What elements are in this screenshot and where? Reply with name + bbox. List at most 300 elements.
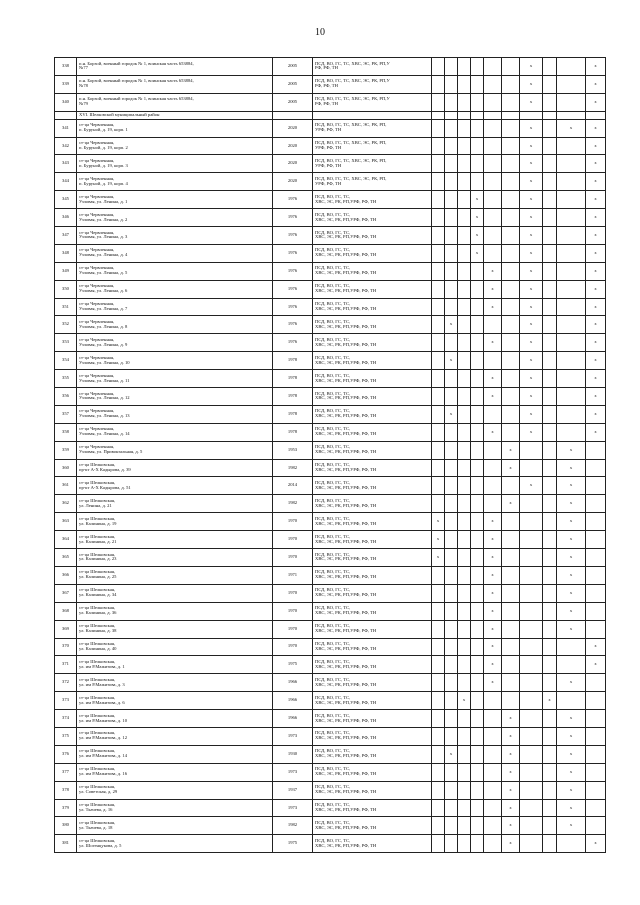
- address-cell: [77, 477, 273, 495]
- row-number: 370: [55, 638, 77, 656]
- empty-cell: [458, 620, 471, 638]
- address-line: ст-ца Шелковская,: [79, 730, 116, 736]
- table-row: [55, 352, 606, 370]
- address-cell: [77, 262, 273, 280]
- table-row: [55, 745, 606, 763]
- row-number: 341: [55, 119, 77, 137]
- address-line: п. Буруной, д. 19, корп. 2: [79, 145, 128, 150]
- works-cell: [313, 352, 432, 370]
- empty-cell: [445, 566, 458, 584]
- check-mark: x: [471, 244, 484, 262]
- check-mark: x: [557, 745, 586, 763]
- year-cell: 1953: [273, 441, 313, 459]
- check-mark: x: [557, 441, 586, 459]
- empty-cell: [502, 674, 520, 692]
- address-line: ст-ца Червленная,: [79, 426, 115, 432]
- works-line: УРФ, РФ, ТН: [315, 162, 342, 168]
- empty-cell: [557, 405, 586, 423]
- empty-cell: [520, 441, 543, 459]
- row-number: 378: [55, 781, 77, 799]
- empty-cell: [502, 477, 520, 495]
- empty-cell: [445, 549, 458, 567]
- empty-cell: [557, 173, 586, 191]
- empty-cell: [502, 656, 520, 674]
- check-mark: x: [557, 727, 586, 745]
- works-line: ПСД, ВО, ГС, ТС,: [315, 372, 351, 378]
- empty-cell: [458, 763, 471, 781]
- works-line: УРФ, РФ, ТН: [315, 180, 342, 186]
- address-line: ст-ца Червленная,: [79, 265, 115, 271]
- empty-cell: [471, 620, 484, 638]
- table-row: [55, 298, 606, 316]
- check-mark: x: [520, 280, 543, 298]
- row-number: 367: [55, 584, 77, 602]
- year-cell: 1982: [273, 459, 313, 477]
- empty-cell: [520, 727, 543, 745]
- empty-cell: [543, 799, 557, 817]
- empty-cell: [484, 119, 502, 137]
- works-line: ПСД, ВО, ГС, ТС,: [315, 533, 351, 539]
- check-mark: x: [520, 405, 543, 423]
- table-row: [55, 441, 606, 459]
- address-cell: [77, 835, 273, 853]
- check-mark: x: [557, 566, 586, 584]
- address-line: ст-ца Шелковская,: [79, 551, 116, 557]
- address-cell: [77, 173, 273, 191]
- table-row: [55, 727, 606, 745]
- empty-cell: [484, 75, 502, 93]
- works-line: ПСД, ВО, ГС, ТС, ХВС, ЭС, РК, РП,: [315, 157, 387, 163]
- check-mark: x: [557, 513, 586, 531]
- address-cell: [77, 745, 273, 763]
- empty-cell: [502, 93, 520, 111]
- empty-cell: [458, 549, 471, 567]
- works-cell: [313, 173, 432, 191]
- check-mark: x: [586, 93, 606, 111]
- address-line: Узловая, ул. Ленина, д. 1: [79, 198, 128, 204]
- empty-cell: [432, 93, 445, 111]
- empty-cell: [445, 191, 458, 209]
- address-line: Узловая, ул. Ленина, д. 4: [79, 252, 128, 258]
- empty-cell: [458, 495, 471, 513]
- empty-cell: [458, 262, 471, 280]
- empty-cell: [543, 93, 557, 111]
- year-cell: 1973: [273, 799, 313, 817]
- works-line: ХВС, ЭС, РК, РП,УРФ, РФ, ТН: [315, 431, 377, 437]
- check-mark: x: [502, 441, 520, 459]
- works-cell: [313, 137, 432, 155]
- works-cell: [313, 477, 432, 495]
- empty-cell: [432, 817, 445, 835]
- empty-cell: [543, 191, 557, 209]
- address-cell: [77, 191, 273, 209]
- check-mark: x: [502, 781, 520, 799]
- row-number: 361: [55, 477, 77, 495]
- works-line: ХВС, ЭС, РК, РП,УРФ, РФ, ТН: [315, 520, 377, 526]
- empty-cell: [445, 710, 458, 728]
- table-row: [55, 58, 606, 76]
- empty-cell: [520, 835, 543, 853]
- empty-cell: [543, 119, 557, 137]
- check-mark: x: [557, 119, 586, 137]
- check-mark: x: [586, 209, 606, 227]
- empty-cell: [432, 441, 445, 459]
- check-mark: x: [520, 477, 543, 495]
- empty-cell: [557, 191, 586, 209]
- row-number: 342: [55, 137, 77, 155]
- row-number: 365: [55, 549, 77, 567]
- empty-cell: [543, 566, 557, 584]
- works-cell: [313, 799, 432, 817]
- empty-cell: [586, 817, 606, 835]
- empty-cell: [557, 244, 586, 262]
- works-line: ХВС, ЭС, РК, РП,УРФ, РФ, ТН: [315, 753, 377, 759]
- works-line: ХВС, ЭС, РК, РП,УРФ, РФ, ТН: [315, 538, 377, 544]
- check-mark: x: [557, 674, 586, 692]
- address-cell: [77, 656, 273, 674]
- row-number: 349: [55, 262, 77, 280]
- table-row: [55, 191, 606, 209]
- empty-cell: [432, 280, 445, 298]
- check-mark: x: [484, 584, 502, 602]
- empty-cell: [543, 352, 557, 370]
- empty-cell: [445, 656, 458, 674]
- table-row: [55, 423, 606, 441]
- housing-table: [54, 57, 606, 853]
- empty-cell: [458, 656, 471, 674]
- address-line: ул. Ленина, д. 21: [79, 502, 112, 508]
- empty-cell: [458, 352, 471, 370]
- empty-cell: [557, 137, 586, 155]
- check-mark: x: [445, 745, 458, 763]
- year-cell: 1970: [273, 638, 313, 656]
- address-line: Узловая, ул. Ленина, д. 6: [79, 288, 128, 294]
- row-number: 354: [55, 352, 77, 370]
- address-cell: [77, 405, 273, 423]
- works-line: ХВС, ЭС, РК, РП,УРФ, РФ, ТН: [315, 681, 377, 687]
- empty-cell: [445, 638, 458, 656]
- empty-cell: [445, 334, 458, 352]
- empty-cell: [557, 316, 586, 334]
- address-line: ул. Калинина, д. 23: [79, 556, 117, 562]
- works-line: РФ, РФ, ТН: [315, 83, 338, 89]
- empty-cell: [458, 674, 471, 692]
- year-cell: 1976: [273, 262, 313, 280]
- empty-cell: [432, 638, 445, 656]
- check-mark: x: [586, 423, 606, 441]
- empty-cell: [458, 405, 471, 423]
- works-line: ПСД, ВО, ГС, ТС,: [315, 247, 351, 253]
- empty-cell: [471, 817, 484, 835]
- empty-cell: [502, 620, 520, 638]
- works-line: ХВС, ЭС, РК, РП,УРФ, РФ, ТН: [315, 413, 377, 419]
- check-mark: x: [557, 584, 586, 602]
- address-line: ст-ца Шелковская,: [79, 802, 116, 808]
- row-number: 363: [55, 513, 77, 531]
- table-row: [55, 656, 606, 674]
- year-cell: 1970: [273, 513, 313, 531]
- address-line: ст-ца Червленная,: [79, 122, 115, 128]
- empty-cell: [520, 710, 543, 728]
- empty-cell: [520, 495, 543, 513]
- year-cell: 2005: [273, 93, 313, 111]
- works-cell: [313, 513, 432, 531]
- check-mark: x: [484, 334, 502, 352]
- empty-cell: [432, 799, 445, 817]
- empty-cell: [471, 745, 484, 763]
- year-cell: 1966: [273, 674, 313, 692]
- address-cell: [77, 441, 273, 459]
- row-number: 344: [55, 173, 77, 191]
- empty-cell: [484, 817, 502, 835]
- year-cell: 1976: [273, 280, 313, 298]
- empty-cell: [543, 513, 557, 531]
- check-mark: x: [520, 93, 543, 111]
- works-line: ХВС, ЭС, РК, РП,УРФ, РФ, ТН: [315, 556, 377, 562]
- check-mark: x: [484, 674, 502, 692]
- table-row: [55, 674, 606, 692]
- address-cell: [77, 280, 273, 298]
- works-line: ПСД, ВО, ГС, ТС,: [315, 766, 351, 772]
- check-mark: x: [557, 763, 586, 781]
- address-cell: [77, 298, 273, 316]
- address-line: ст-ца Червленная,: [79, 157, 115, 163]
- empty-cell: [445, 441, 458, 459]
- address-cell: [77, 155, 273, 173]
- empty-cell: [458, 745, 471, 763]
- address-line: ст-ца Червленная,: [79, 354, 115, 360]
- empty-cell: [484, 495, 502, 513]
- row-number: 375: [55, 727, 77, 745]
- check-mark: x: [586, 227, 606, 245]
- works-line: ПСД, ВО, ГС, ТС,: [315, 336, 351, 342]
- address-cell: [77, 620, 273, 638]
- empty-cell: [445, 119, 458, 137]
- table-row: [55, 638, 606, 656]
- empty-cell: [502, 298, 520, 316]
- works-line: ПСД, ВО, ГС, ТС,: [315, 497, 351, 503]
- check-mark: x: [432, 549, 445, 567]
- empty-cell: [543, 227, 557, 245]
- empty-cell: [520, 745, 543, 763]
- empty-cell: [502, 692, 520, 710]
- year-cell: 1966: [273, 692, 313, 710]
- works-cell: [313, 75, 432, 93]
- empty-cell: [543, 298, 557, 316]
- address-line: ст-ца Червленная,: [79, 247, 115, 253]
- address-line: п. Буруной, д. 19, корп. 3: [79, 162, 128, 168]
- empty-cell: [445, 674, 458, 692]
- address-line: ст-ца Червленная,: [79, 211, 115, 217]
- address-cell: [77, 370, 273, 388]
- check-mark: x: [502, 799, 520, 817]
- empty-cell: [432, 173, 445, 191]
- row-number: 373: [55, 692, 77, 710]
- check-mark: x: [484, 423, 502, 441]
- empty-cell: [432, 477, 445, 495]
- check-mark: x: [520, 119, 543, 137]
- check-mark: x: [484, 370, 502, 388]
- address-line: ст-ца Шелковская,: [79, 480, 116, 486]
- empty-cell: [543, 58, 557, 76]
- empty-cell: [586, 513, 606, 531]
- year-cell: 1978: [273, 388, 313, 406]
- address-line: ст-ца Шелковская,: [79, 766, 116, 772]
- address-line: ст-ца Червленная,: [79, 193, 115, 199]
- works-line: ПСД, ВО, ГС, ТС,: [315, 193, 351, 199]
- works-line: ПСД, ВО, ГС, ТС,: [315, 605, 351, 611]
- works-line: ПСД, ВО, ГС, ТС,: [315, 515, 351, 521]
- empty-cell: [586, 781, 606, 799]
- empty-cell: [502, 549, 520, 567]
- empty-cell: [445, 620, 458, 638]
- works-line: ХВС, ЭС, РК, РП,УРФ, РФ, ТН: [315, 484, 377, 490]
- address-cell: [77, 674, 273, 692]
- empty-cell: [557, 298, 586, 316]
- empty-cell: [458, 566, 471, 584]
- address-line: ст-ца Червленная,: [79, 336, 115, 342]
- address-line: ст-ца Шелковская,: [79, 569, 116, 575]
- empty-cell: [432, 692, 445, 710]
- empty-cell: [520, 656, 543, 674]
- works-cell: [313, 209, 432, 227]
- year-cell: 1970: [273, 620, 313, 638]
- check-mark: x: [557, 495, 586, 513]
- empty-cell: [502, 137, 520, 155]
- address-cell: [77, 334, 273, 352]
- check-mark: x: [484, 549, 502, 567]
- table-row: [55, 227, 606, 245]
- check-mark: x: [586, 388, 606, 406]
- table-row: [55, 173, 606, 191]
- empty-cell: [543, 584, 557, 602]
- empty-cell: [520, 620, 543, 638]
- empty-cell: [445, 513, 458, 531]
- empty-cell: [543, 155, 557, 173]
- empty-cell: [543, 531, 557, 549]
- empty-cell: [502, 423, 520, 441]
- empty-cell: [458, 781, 471, 799]
- empty-cell: [557, 111, 586, 119]
- check-mark: x: [586, 58, 606, 76]
- address-cell: [77, 584, 273, 602]
- empty-cell: [471, 781, 484, 799]
- empty-cell: [458, 173, 471, 191]
- empty-cell: [458, 58, 471, 76]
- empty-cell: [445, 727, 458, 745]
- empty-cell: [458, 191, 471, 209]
- empty-cell: [458, 209, 471, 227]
- empty-cell: [458, 477, 471, 495]
- table-row: [55, 566, 606, 584]
- address-line: ст-ца Шелковская,: [79, 605, 116, 611]
- works-line: ХВС, ЭС, РК, РП,УРФ, РФ, ТН: [315, 717, 377, 723]
- empty-cell: [471, 495, 484, 513]
- empty-cell: [458, 155, 471, 173]
- address-cell: [77, 137, 273, 155]
- check-mark: x: [557, 477, 586, 495]
- address-line: ст-ца Шелковская,: [79, 641, 116, 647]
- address-cell: [77, 566, 273, 584]
- address-line: ст-ца Червленная,: [79, 140, 115, 146]
- works-line: ПСД, ВО, ГС, ТС, ХВС, ЭС, РК, РП,: [315, 122, 387, 128]
- table-row: [55, 209, 606, 227]
- works-line: ХВС, ЭС, РК, РП,УРФ, РФ, ТН: [315, 502, 377, 508]
- empty-cell: [445, 477, 458, 495]
- table-row: [55, 781, 606, 799]
- works-line: ПСД, ВО, ГС, ТС,: [315, 748, 351, 754]
- empty-cell: [484, 405, 502, 423]
- empty-cell: [557, 93, 586, 111]
- works-line: ХВС, ЭС, РК, РП,УРФ, РФ, ТН: [315, 467, 377, 473]
- empty-cell: [445, 817, 458, 835]
- works-cell: [313, 566, 432, 584]
- address-cell: [77, 799, 273, 817]
- empty-cell: [445, 370, 458, 388]
- row-number: 376: [55, 745, 77, 763]
- empty-cell: [432, 75, 445, 93]
- works-cell: [313, 495, 432, 513]
- empty-cell: [557, 75, 586, 93]
- empty-cell: [520, 584, 543, 602]
- empty-cell: [557, 423, 586, 441]
- empty-cell: [458, 423, 471, 441]
- empty-cell: [586, 495, 606, 513]
- empty-cell: [484, 209, 502, 227]
- empty-cell: [543, 280, 557, 298]
- check-mark: x: [586, 638, 606, 656]
- row-number: 372: [55, 674, 77, 692]
- address-line: ст-ца Червленная,: [79, 372, 115, 378]
- empty-cell: [458, 817, 471, 835]
- year-cell: 2020: [273, 137, 313, 155]
- address-line: ст-ца Шелковская,: [79, 819, 116, 825]
- address-line: ст-ца Шелковская,: [79, 587, 116, 593]
- works-line: ХВС, ЭС, РК, РП,УРФ, РФ, ТН: [315, 842, 377, 848]
- section-number-cell: [55, 111, 77, 119]
- empty-cell: [471, 280, 484, 298]
- empty-cell: [484, 477, 502, 495]
- check-mark: x: [502, 745, 520, 763]
- empty-cell: [458, 111, 471, 119]
- empty-cell: [445, 111, 458, 119]
- empty-cell: [502, 244, 520, 262]
- empty-cell: [432, 423, 445, 441]
- empty-cell: [458, 280, 471, 298]
- works-line: ПСД, ВО, ГС, ТС,: [315, 837, 351, 843]
- check-mark: x: [484, 638, 502, 656]
- address-line: Узловая, ул. Ленина, д. 10: [79, 359, 130, 365]
- empty-cell: [484, 763, 502, 781]
- check-mark: x: [520, 75, 543, 93]
- empty-cell: [520, 817, 543, 835]
- row-number: 353: [55, 334, 77, 352]
- check-mark: x: [520, 244, 543, 262]
- empty-cell: [432, 352, 445, 370]
- table-row: [55, 477, 606, 495]
- check-mark: x: [445, 405, 458, 423]
- check-mark: x: [586, 173, 606, 191]
- empty-cell: [471, 173, 484, 191]
- row-number: 345: [55, 191, 77, 209]
- empty-cell: [543, 710, 557, 728]
- empty-cell: [484, 191, 502, 209]
- check-mark: x: [471, 227, 484, 245]
- empty-cell: [471, 298, 484, 316]
- works-line: ХВС, ЭС, РК, РП,УРФ, РФ, ТН: [315, 234, 377, 240]
- row-number: 366: [55, 566, 77, 584]
- table-row: [55, 137, 606, 155]
